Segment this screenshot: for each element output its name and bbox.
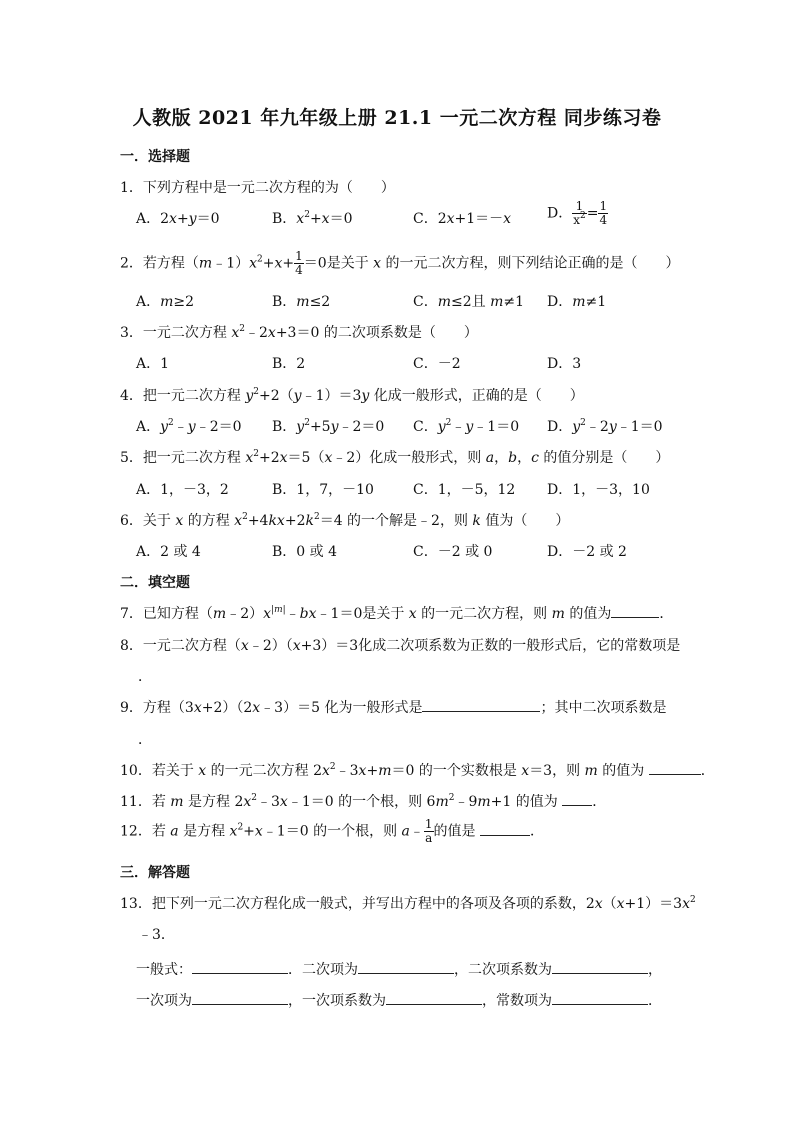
page-title: 人教版 2021 年九年级上册 21.1 一元二次方程 同步练习卷 [132, 107, 662, 129]
q5-option-d: D．1，－3，10 [547, 482, 650, 498]
q9-text-end: ． [138, 732, 152, 748]
q4-option-b: B．$y^2+5y﹣2=0$ [272, 418, 385, 435]
q13-text: 13．把下列一元二次方程化成一般式，并写出方程中的各项及各项的系数，$2x(x+1)=3x^2$ [120, 895, 696, 912]
q4-option-a: A．$y^2﹣y﹣2=0$ [136, 418, 242, 435]
q1-option-a: A．2x+y＝0 [136, 211, 220, 227]
q2-option-a: A．m≥2 [136, 294, 195, 310]
q2-option-b: B．m≤2 [272, 294, 331, 310]
q9-text: 9．方程（3x+2）（2x﹣3）＝5 化为一般形式是 ；其中二次项系数是 [120, 697, 666, 717]
q1-option-d: D． $\frac{1}{x^2}$ = $\frac{1}{4}$ [547, 199, 608, 227]
q6-option-a: A．2 或 4 [136, 544, 201, 560]
q7-text: 7．已知方程$(m﹣2)x^{|m|}﹣bx﹣1=0$是关于 x 的一元二次方程，则 m 的值为 ． [120, 605, 674, 622]
q8-text: 8．一元二次方程（x﹣2）（x+3）＝3化成二次项系数为正数的一般形式后，它的常数项是 [120, 638, 681, 654]
q2-stem: 2．若方程$(m﹣1)x^2+x+$ $\frac{1}{4}$ ＝0是关于 x 的一元二次方程，则下列结论正确的是（ ） [120, 249, 680, 277]
q4-stem: 4．把一元二次方程 $y^2+2(y﹣1)=3y$ 化成一般形式，正确的是（ ） [120, 387, 584, 404]
q6-stem: 6．关于 x 的方程 $x^2+4kx+2k^2=4$ 的一个解是﹣2，则 k 值为（ ） [120, 512, 570, 529]
q1-stem: 1．下列方程中是一元二次方程的为（ ） [120, 180, 395, 196]
q13-text-end: ﹣3． [138, 927, 175, 943]
q2-option-c: C．m≤2且 m≠1 [413, 294, 525, 310]
q3-option-b: B．2 [272, 356, 306, 372]
q10-text: 10．若关于 x 的一元二次方程 $2x^2﹣3x+m=0$ 的一个实数根是 x＝3，则 m 的值为 ． [120, 762, 715, 779]
q3-stem: 3．一元二次方程 $x^2﹣2x+3=0$ 的二次项系数是（ ） [120, 324, 478, 341]
q13-blanks-line1: 一般式： ．二次项为 ，二次项系数为 ， [136, 959, 662, 979]
q5-option-c: C．1，－5，12 [413, 482, 516, 498]
q5-stem: 5．把一元二次方程 $x^2+2x=5(x﹣2)$化成一般形式，则 a，b，c 的值分别是（ ） [120, 449, 670, 466]
q12-text: 12．若 a 是方程 $x^2+x﹣1=0$ 的一个根，则 a﹣ $\frac{1}{a}$ 的值是 ． [120, 817, 544, 845]
section-choice-heading: 一．选择题 [120, 149, 190, 165]
section-answer-heading: 三．解答题 [120, 865, 190, 881]
q8-text-end: ． [138, 669, 152, 685]
q6-option-d: D．－2 或 2 [547, 544, 627, 560]
q3-option-d: D．3 [547, 356, 582, 372]
q3-option-a: A．1 [136, 356, 170, 372]
q1-option-c: C．2x+1＝－x [413, 211, 512, 227]
q5-option-a: A．1，－3，2 [136, 482, 229, 498]
q4-option-c: C．$y^2﹣y﹣1=0$ [413, 418, 520, 435]
section-fill-heading: 二．填空题 [120, 575, 190, 591]
q2-option-d: D．m≠1 [547, 294, 607, 310]
q6-option-b: B．0 或 4 [272, 544, 338, 560]
q4-option-d: D．$y^2﹣2y﹣1=0$ [547, 418, 663, 435]
q6-option-c: C．－2 或 0 [413, 544, 493, 560]
q11-text: 11．若 m 是方程 $2x^2﹣3x﹣1=0$ 的一个根，则 $6m^2﹣9m+1$ 的值为 ． [120, 793, 607, 810]
q13-blanks-line2: 一次项为 ，一次项系数为 ，常数项为 ． [136, 990, 662, 1010]
q3-option-c: C．－2 [413, 356, 461, 372]
q5-option-b: B．1，7，－10 [272, 482, 374, 498]
q1-option-b: B．$x^2+x=0$ [272, 210, 353, 227]
